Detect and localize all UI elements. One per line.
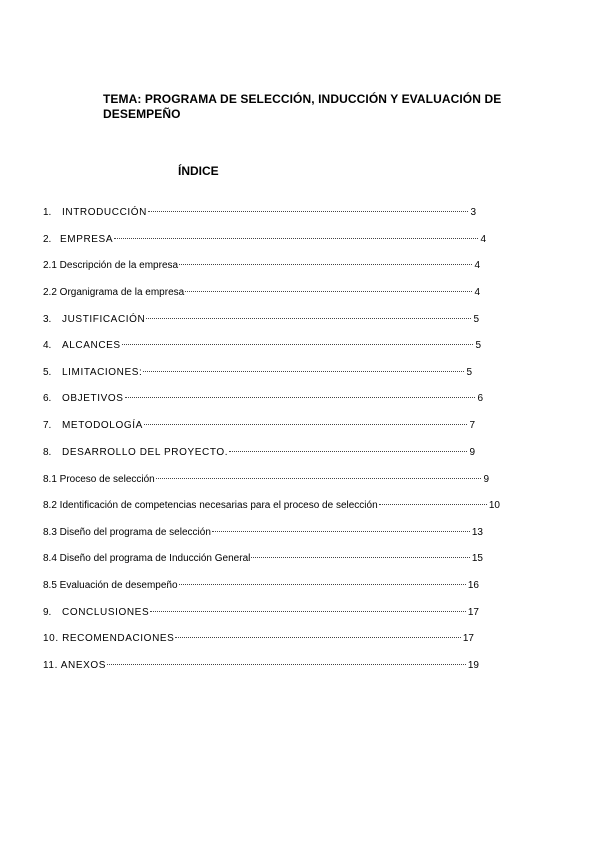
toc-leader-dots bbox=[175, 637, 460, 638]
toc-entry-page: 5 bbox=[473, 314, 479, 325]
toc-entry-title: OBJETIVOS bbox=[62, 393, 124, 404]
toc-entry-title: 8.5 Evaluación de desempeño bbox=[43, 580, 178, 591]
toc-leader-dots bbox=[179, 264, 472, 265]
toc-entry-page: 10 bbox=[488, 500, 500, 511]
toc-entry-title: CONCLUSIONES bbox=[62, 607, 150, 618]
toc-entry[interactable] bbox=[43, 313, 479, 327]
toc-entry-page: 17 bbox=[467, 607, 479, 618]
toc-entry-title: 8.3 Diseño del programa de selección bbox=[43, 527, 211, 538]
toc-leader-dots bbox=[379, 504, 487, 505]
toc-entry-title: 8.4 Diseño del programa de Inducción General bbox=[43, 553, 251, 564]
toc-entry-number: 4. bbox=[43, 340, 52, 351]
toc-entry-title: METODOLOGÍA bbox=[62, 420, 143, 431]
toc-entry[interactable] bbox=[43, 659, 479, 673]
index-heading: ÍNDICE bbox=[178, 164, 219, 178]
toc-entry[interactable] bbox=[43, 579, 479, 593]
toc-entry-title: 10. RECOMENDACIONES bbox=[43, 633, 175, 644]
toc-leader-dots bbox=[212, 531, 470, 532]
toc-entry-page: 5 bbox=[466, 367, 472, 378]
toc-entry-number: 6. bbox=[43, 393, 52, 404]
toc-leader-dots bbox=[251, 557, 470, 558]
toc-leader-dots bbox=[179, 584, 466, 585]
toc-entry-number: 2. bbox=[43, 234, 52, 245]
toc-entry-page: 9 bbox=[483, 474, 489, 485]
toc-leader-dots bbox=[229, 451, 467, 452]
toc-leader-dots bbox=[185, 291, 472, 292]
toc-entry-title: INTRODUCCIÓN bbox=[62, 207, 147, 218]
toc-leader-dots bbox=[107, 664, 466, 665]
toc-entry[interactable] bbox=[43, 392, 483, 406]
toc-entry[interactable] bbox=[43, 473, 489, 487]
toc-entry-page: 5 bbox=[475, 340, 481, 351]
toc-entry-page: 9 bbox=[469, 447, 475, 458]
toc-entry[interactable] bbox=[43, 286, 480, 300]
toc-entry-number: 3. bbox=[43, 314, 52, 325]
toc-leader-dots bbox=[156, 478, 482, 479]
toc-entry-number: 5. bbox=[43, 367, 52, 378]
toc-leader-dots bbox=[146, 318, 471, 319]
toc-entry[interactable] bbox=[43, 206, 476, 220]
toc-entry-title: 8.1 Proceso de selección bbox=[43, 474, 155, 485]
toc-entry[interactable] bbox=[43, 233, 486, 247]
toc-entry-number: 9. bbox=[43, 607, 52, 618]
toc-leader-dots bbox=[114, 238, 478, 239]
toc-entry-number: 1. bbox=[43, 207, 52, 218]
toc-entry-title: DESARROLLO DEL PROYECTO. bbox=[62, 447, 229, 458]
toc-entry[interactable] bbox=[43, 632, 474, 646]
toc-entry-page: 13 bbox=[471, 527, 483, 538]
toc-entry-title: 8.2 Identificación de competencias necesarias para el proceso de selección bbox=[43, 500, 378, 511]
toc-entry[interactable] bbox=[43, 526, 483, 540]
toc-entry[interactable] bbox=[43, 339, 481, 353]
toc-entry-title: EMPRESA bbox=[60, 234, 114, 245]
toc-entry-page: 4 bbox=[480, 234, 486, 245]
toc-entry-page: 3 bbox=[470, 207, 476, 218]
toc-entry-page: 4 bbox=[474, 260, 480, 271]
toc-leader-dots bbox=[144, 424, 468, 425]
toc-entry[interactable] bbox=[43, 259, 480, 273]
toc-entry-title: JUSTIFICACIÓN bbox=[62, 314, 146, 325]
toc-entry-title: ALCANCES bbox=[62, 340, 121, 351]
toc-leader-dots bbox=[150, 611, 466, 612]
toc-entry-title: 2.1 Descripción de la empresa bbox=[43, 260, 179, 271]
toc-leader-dots bbox=[122, 344, 474, 345]
document-title: TEMA: PROGRAMA DE SELECCIÓN, INDUCCIÓN Y EVALUACIÓN DE DESEMPEÑO bbox=[103, 92, 502, 121]
toc-entry-page: 4 bbox=[474, 287, 480, 298]
toc-entry-page: 16 bbox=[467, 580, 479, 591]
toc-entry[interactable] bbox=[43, 499, 500, 513]
toc-entry-title: 11. ANEXOS bbox=[43, 660, 107, 671]
toc-entry-page: 17 bbox=[462, 633, 474, 644]
toc-entry-title: LIMITACIONES: bbox=[62, 367, 143, 378]
toc-entry-number: 8. bbox=[43, 447, 52, 458]
toc-entry-page: 7 bbox=[469, 420, 475, 431]
toc-entry-title: 2.2 Organigrama de la empresa bbox=[43, 287, 185, 298]
toc-entry[interactable] bbox=[43, 446, 475, 460]
toc-entry-page: 15 bbox=[471, 553, 483, 564]
toc-entry[interactable] bbox=[43, 606, 479, 620]
toc-leader-dots bbox=[125, 397, 476, 398]
toc-entry[interactable] bbox=[43, 419, 475, 433]
toc-entry-number: 7. bbox=[43, 420, 52, 431]
toc-entry[interactable] bbox=[43, 366, 472, 380]
toc-leader-dots bbox=[143, 371, 464, 372]
toc-entry-page: 19 bbox=[467, 660, 479, 671]
toc-entry-page: 6 bbox=[477, 393, 483, 404]
toc-leader-dots bbox=[148, 211, 468, 212]
toc-entry[interactable] bbox=[43, 552, 483, 566]
